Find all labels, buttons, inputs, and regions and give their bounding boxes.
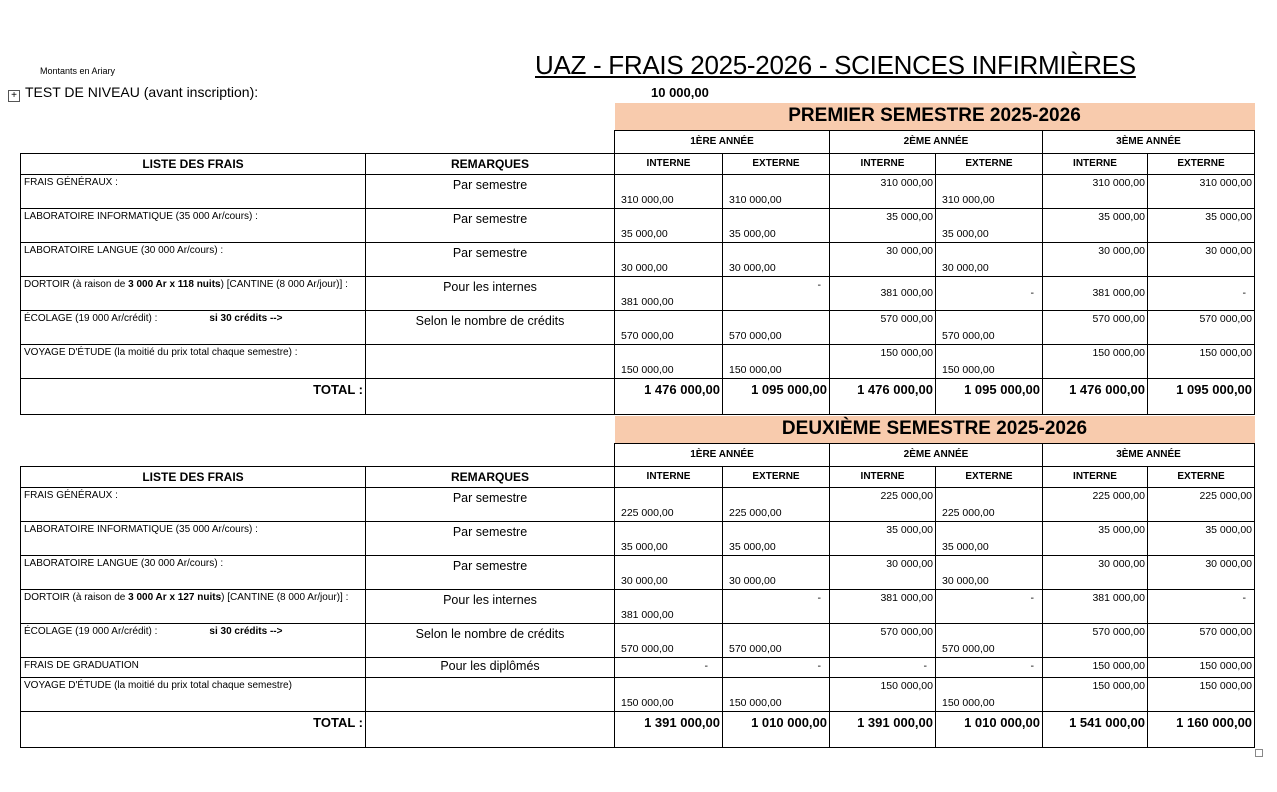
table-row bbox=[21, 174, 1255, 208]
amount: - bbox=[1030, 659, 1034, 672]
amount: 150 000,00 bbox=[1092, 659, 1145, 672]
total-amount: 1 391 000,00 bbox=[830, 711, 936, 747]
table-row bbox=[21, 276, 1255, 310]
amount: 381 000,00 bbox=[621, 295, 674, 308]
amount: 310 000,00 bbox=[621, 193, 674, 206]
amount: 150 000,00 bbox=[729, 696, 782, 709]
semester-1-title: PREMIER SEMESTRE 2025-2026 bbox=[615, 103, 1255, 130]
list-header: LISTE DES FRAIS bbox=[21, 153, 366, 174]
fee-remark: Pour les internes bbox=[366, 589, 615, 623]
fee-label: LABORATOIRE LANGUE (30 000 Ar/cours) : bbox=[21, 555, 366, 589]
amount: 35 000,00 bbox=[729, 227, 776, 240]
year-1-header: 1ÈRE ANNÉE bbox=[615, 443, 830, 466]
amount: 570 000,00 bbox=[942, 642, 995, 655]
remarks-header: REMARQUES bbox=[366, 466, 615, 487]
table-row bbox=[21, 521, 1255, 555]
amount: 150 000,00 bbox=[942, 363, 995, 376]
amount: 150 000,00 bbox=[1199, 679, 1253, 692]
amount: 570 000,00 bbox=[621, 329, 674, 342]
total-amount: 1 476 000,00 bbox=[830, 378, 936, 414]
amount: 150 000,00 bbox=[880, 346, 933, 359]
externe-header: EXTERNE bbox=[936, 153, 1043, 174]
amount: 30 000,00 bbox=[1205, 244, 1253, 257]
amount: 570 000,00 bbox=[1092, 312, 1145, 325]
amount: 30 000,00 bbox=[729, 574, 776, 587]
amount: 30 000,00 bbox=[1205, 557, 1253, 570]
amount: - bbox=[1030, 286, 1034, 299]
year-3-header: 3ÈME ANNÉE bbox=[1043, 443, 1255, 466]
year-2-header: 2ÈME ANNÉE bbox=[830, 443, 1043, 466]
total-amount: 1 160 000,00 bbox=[1148, 711, 1255, 747]
fee-remark: Pour les diplômés bbox=[366, 657, 615, 677]
fee-label: FRAIS GÉNÉRAUX : bbox=[21, 174, 366, 208]
amount: 381 000,00 bbox=[880, 591, 933, 604]
amount: 35 000,00 bbox=[886, 210, 933, 223]
amount: 310 000,00 bbox=[880, 176, 933, 189]
semester-1-table bbox=[20, 103, 1255, 415]
amount: 150 000,00 bbox=[729, 363, 782, 376]
total-label: TOTAL : bbox=[21, 378, 366, 414]
amount: 225 000,00 bbox=[1199, 489, 1253, 502]
total-amount: 1 010 000,00 bbox=[936, 711, 1043, 747]
amount: 35 000,00 bbox=[1098, 210, 1145, 223]
amount: - bbox=[1242, 591, 1247, 604]
test-de-niveau-value: 10 000,00 bbox=[651, 85, 709, 100]
fee-remark: Par semestre bbox=[366, 555, 615, 589]
total-amount: 1 391 000,00 bbox=[615, 711, 723, 747]
externe-header: EXTERNE bbox=[723, 153, 830, 174]
amount: - bbox=[1030, 591, 1034, 604]
amount: 30 000,00 bbox=[1098, 557, 1145, 570]
amount: 35 000,00 bbox=[1098, 523, 1145, 536]
semester-2-table bbox=[20, 416, 1255, 748]
amount: 35 000,00 bbox=[621, 227, 668, 240]
amount: 570 000,00 bbox=[1092, 625, 1145, 638]
amount: 310 000,00 bbox=[1092, 176, 1145, 189]
total-amount: 1 476 000,00 bbox=[615, 378, 723, 414]
list-header: LISTE DES FRAIS bbox=[21, 466, 366, 487]
total-row bbox=[21, 711, 1255, 747]
amount: 150 000,00 bbox=[1199, 659, 1253, 672]
amount: 150 000,00 bbox=[621, 696, 674, 709]
amount: - bbox=[817, 591, 821, 604]
table-row bbox=[21, 242, 1255, 276]
year-3-header: 3ÈME ANNÉE bbox=[1043, 130, 1255, 153]
amount: 570 000,00 bbox=[1199, 312, 1253, 325]
amount: 35 000,00 bbox=[1205, 523, 1253, 536]
externe-header: EXTERNE bbox=[936, 466, 1043, 487]
fee-remark bbox=[366, 677, 615, 711]
amount: - bbox=[1242, 286, 1247, 299]
amount: 225 000,00 bbox=[880, 489, 933, 502]
interne-header: INTERNE bbox=[1043, 466, 1148, 487]
fee-label: FRAIS GÉNÉRAUX : bbox=[21, 487, 366, 521]
amount: 150 000,00 bbox=[1199, 346, 1253, 359]
interne-header: INTERNE bbox=[615, 466, 723, 487]
amount: 35 000,00 bbox=[942, 227, 989, 240]
year-1-header: 1ÈRE ANNÉE bbox=[615, 130, 830, 153]
fee-label: DORTOIR (à raison de 3 000 Ar x 118 nuits) [CANTINE (8 000 Ar/jour)] : bbox=[21, 276, 366, 310]
amount: 310 000,00 bbox=[1199, 176, 1253, 189]
amount: 381 000,00 bbox=[1092, 591, 1145, 604]
amount: 30 000,00 bbox=[886, 244, 933, 257]
amount: 150 000,00 bbox=[942, 696, 995, 709]
interne-header: INTERNE bbox=[615, 153, 723, 174]
table-row bbox=[21, 487, 1255, 521]
amount: - bbox=[923, 659, 927, 672]
remarks-header: REMARQUES bbox=[366, 153, 615, 174]
fee-remark: Selon le nombre de crédits bbox=[366, 623, 615, 657]
amount: 225 000,00 bbox=[1092, 489, 1145, 502]
total-amount: 1 541 000,00 bbox=[1043, 711, 1148, 747]
amount: 30 000,00 bbox=[942, 574, 989, 587]
amount: 570 000,00 bbox=[880, 312, 933, 325]
amount: 570 000,00 bbox=[729, 642, 782, 655]
interne-header: INTERNE bbox=[1043, 153, 1148, 174]
amount: 30 000,00 bbox=[621, 574, 668, 587]
amount: 35 000,00 bbox=[942, 540, 989, 553]
amount: 150 000,00 bbox=[880, 679, 933, 692]
fee-remark: Par semestre bbox=[366, 208, 615, 242]
table-row bbox=[21, 344, 1255, 378]
amount: 310 000,00 bbox=[942, 193, 995, 206]
fee-label: ÉCOLAGE (19 000 Ar/crédit) : si 30 crédits --> bbox=[21, 310, 366, 344]
fee-remark: Selon le nombre de crédits bbox=[366, 310, 615, 344]
amount: 150 000,00 bbox=[621, 363, 674, 376]
table-row bbox=[21, 555, 1255, 589]
table-row bbox=[21, 657, 1255, 677]
amount: 30 000,00 bbox=[729, 261, 776, 274]
amount: 570 000,00 bbox=[621, 642, 674, 655]
externe-header: EXTERNE bbox=[1148, 153, 1255, 174]
amount: 570 000,00 bbox=[729, 329, 782, 342]
total-row bbox=[21, 378, 1255, 414]
amount: 381 000,00 bbox=[1092, 286, 1145, 299]
amount: 30 000,00 bbox=[621, 261, 668, 274]
amount: 30 000,00 bbox=[1098, 244, 1145, 257]
amount: 310 000,00 bbox=[729, 193, 782, 206]
amount: 150 000,00 bbox=[1092, 346, 1145, 359]
fee-remark: Par semestre bbox=[366, 174, 615, 208]
fee-label: VOYAGE D'ÉTUDE (la moitié du prix total chaque semestre) bbox=[21, 677, 366, 711]
total-amount: 1 010 000,00 bbox=[723, 711, 830, 747]
fee-remark bbox=[366, 344, 615, 378]
fee-remark: Pour les internes bbox=[366, 276, 615, 310]
fee-label: DORTOIR (à raison de 3 000 Ar x 127 nuits) [CANTINE (8 000 Ar/jour)] : bbox=[21, 589, 366, 623]
total-label: TOTAL : bbox=[21, 711, 366, 747]
year-2-header: 2ÈME ANNÉE bbox=[830, 130, 1043, 153]
amount: 150 000,00 bbox=[1092, 679, 1145, 692]
table-row bbox=[21, 677, 1255, 711]
amount: 225 000,00 bbox=[942, 506, 995, 519]
currency-note: Montants en Ariary bbox=[40, 66, 116, 76]
table-resize-handle[interactable] bbox=[1255, 749, 1263, 757]
amount: 35 000,00 bbox=[621, 540, 668, 553]
amount: 35 000,00 bbox=[886, 523, 933, 536]
amount: 35 000,00 bbox=[729, 540, 776, 553]
amount: 570 000,00 bbox=[1199, 625, 1253, 638]
semester-2-title: DEUXIÈME SEMESTRE 2025-2026 bbox=[615, 416, 1255, 443]
amount: 30 000,00 bbox=[942, 261, 989, 274]
total-amount: 1 095 000,00 bbox=[723, 378, 830, 414]
amount: - bbox=[817, 278, 821, 291]
fee-remark: Par semestre bbox=[366, 521, 615, 555]
fee-label: LABORATOIRE LANGUE (30 000 Ar/cours) : bbox=[21, 242, 366, 276]
interne-header: INTERNE bbox=[830, 153, 936, 174]
amount: 381 000,00 bbox=[880, 286, 933, 299]
fee-label: LABORATOIRE INFORMATIQUE (35 000 Ar/cours) : bbox=[21, 208, 366, 242]
amount: 30 000,00 bbox=[886, 557, 933, 570]
amount: 225 000,00 bbox=[729, 506, 782, 519]
total-amount: 1 095 000,00 bbox=[1148, 378, 1255, 414]
table-row bbox=[21, 589, 1255, 623]
amount: 570 000,00 bbox=[880, 625, 933, 638]
amount: 225 000,00 bbox=[621, 506, 674, 519]
amount: - bbox=[817, 659, 821, 672]
fee-remark: Par semestre bbox=[366, 487, 615, 521]
interne-header: INTERNE bbox=[830, 466, 936, 487]
page-title: UAZ - FRAIS 2025-2026 - SCIENCES INFIRMIÈRES bbox=[535, 50, 1136, 80]
test-de-niveau-label: TEST DE NIVEAU (avant inscription): bbox=[25, 84, 259, 100]
externe-header: EXTERNE bbox=[1148, 466, 1255, 487]
total-amount: 1 476 000,00 bbox=[1043, 378, 1148, 414]
table-move-handle-icon[interactable]: + bbox=[8, 90, 20, 102]
externe-header: EXTERNE bbox=[723, 466, 830, 487]
amount: 35 000,00 bbox=[1205, 210, 1253, 223]
amount: - bbox=[704, 659, 708, 672]
fee-label: ÉCOLAGE (19 000 Ar/crédit) : si 30 crédits --> bbox=[21, 623, 366, 657]
total-amount: 1 095 000,00 bbox=[936, 378, 1043, 414]
fee-label: FRAIS DE GRADUATION bbox=[21, 657, 366, 677]
amount: 570 000,00 bbox=[942, 329, 995, 342]
table-row bbox=[21, 208, 1255, 242]
fee-remark: Par semestre bbox=[366, 242, 615, 276]
fee-label: LABORATOIRE INFORMATIQUE (35 000 Ar/cours) : bbox=[21, 521, 366, 555]
fee-label: VOYAGE D'ÉTUDE (la moitié du prix total chaque semestre) : bbox=[21, 344, 366, 378]
table-row bbox=[21, 623, 1255, 657]
table-row bbox=[21, 310, 1255, 344]
amount: 381 000,00 bbox=[621, 608, 674, 621]
